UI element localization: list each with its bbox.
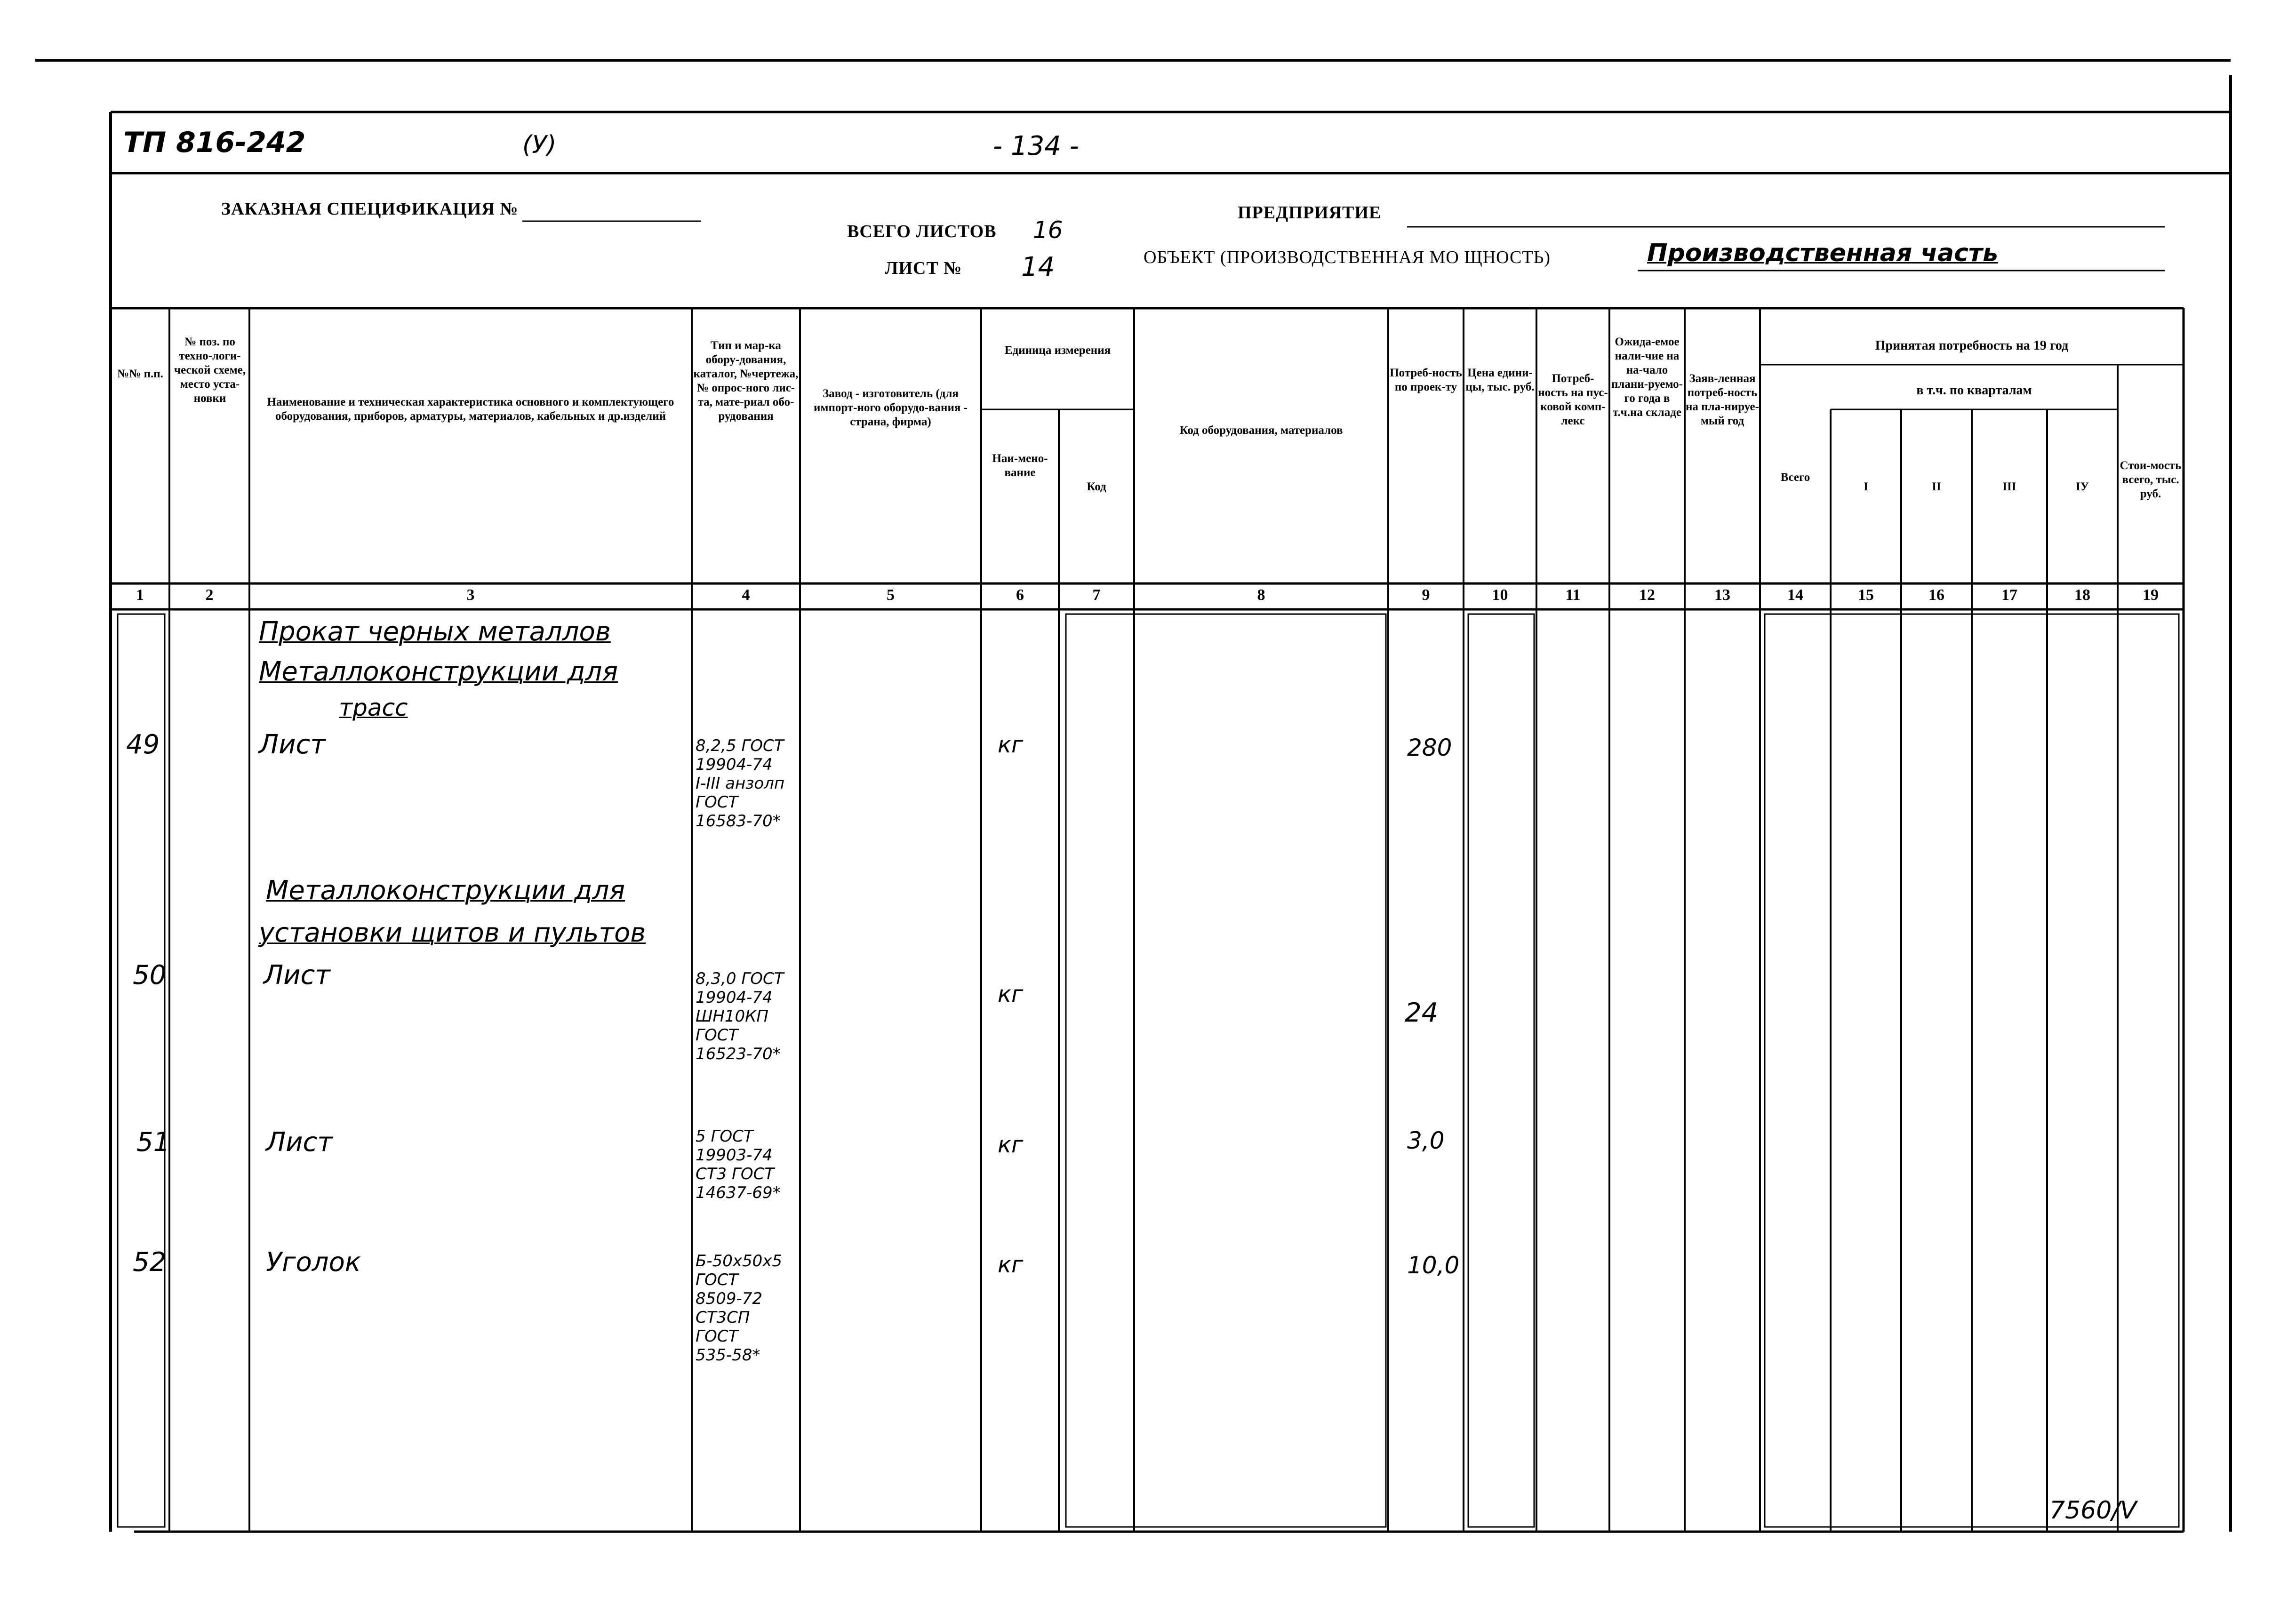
required-qty: 280: [1407, 734, 1452, 761]
sheet-value: 14: [1021, 252, 1055, 282]
col-number: 16: [1928, 586, 1944, 604]
object-label: ОБЪЕКТ (ПРОИЗВОДСТВЕННАЯ МО ЩНОСТЬ): [1144, 248, 1551, 267]
section-heading: трасс: [339, 694, 408, 721]
object-value: Производственная часть: [1647, 239, 1998, 267]
document-code: ТП 816-242: [123, 126, 306, 159]
col-number: 7: [1092, 586, 1101, 604]
col-number: 11: [1565, 586, 1581, 604]
col-number: 13: [1714, 586, 1730, 604]
col-number: 8: [1257, 586, 1265, 604]
col-header-17: III: [2002, 480, 2016, 493]
item-type: Б-50х50х5 ГОСТ 8509-72 СТ3СП ГОСТ 535-58*: [696, 1252, 782, 1365]
row-number: 51: [136, 1127, 170, 1158]
section-heading: установки щитов и пультов: [259, 918, 646, 948]
col-header-2: № поз. по техно-логи-ческой схеме, место уста-новки: [174, 336, 246, 405]
col-header-13: Заяв-ленная потреб-ность на пла-нируе-мый год: [1686, 372, 1759, 427]
col-header-6: Наи-мено-вание: [992, 452, 1048, 479]
col-header-12: Ожида-емое нали-чие на на-чало плани-руемо-го года в т.ч.на складе: [1611, 336, 1683, 419]
required-qty: 3,0: [1407, 1127, 1445, 1154]
col-header-1: №№ п.п.: [117, 368, 163, 380]
col-number: 12: [1639, 586, 1655, 604]
col-number: 9: [1422, 586, 1430, 604]
col-header-9: Потреб-ность по проек-ту: [1390, 367, 1462, 393]
item-name: Лист: [264, 960, 330, 991]
accepted-group-header: Принятая потребность на 19 год: [1875, 338, 2069, 353]
col-number: 14: [1787, 586, 1803, 604]
unit-name: кг: [998, 732, 1024, 758]
unit-name: кг: [998, 1132, 1024, 1158]
col-number: 4: [742, 586, 750, 604]
col-number: 17: [2001, 586, 2017, 604]
unit-name: кг: [998, 981, 1024, 1007]
item-name: Лист: [266, 1127, 333, 1158]
section-heading: Металлоконструкции для: [266, 875, 625, 906]
item-name: Лист: [259, 729, 326, 760]
col-header-10: Цена едини-цы, тыс. руб.: [1465, 367, 1535, 393]
section-heading: Металлоконструкции для: [259, 656, 618, 687]
item-type: 8,3,0 ГОСТ 19904-74 ШН10КП ГОСТ 16523-70*: [696, 969, 784, 1063]
total-sheets-value: 16: [1033, 216, 1063, 244]
col-header-4: Тип и мар-ка обору-дования, каталог, №чертежа, № опрос-ного лис-та, мате-риал обо-рудования: [693, 339, 799, 423]
col-number: 1: [136, 586, 144, 604]
volume-mark: (У): [522, 131, 557, 159]
unit-group-header: Единица измерения: [1004, 344, 1111, 357]
col-number: 18: [2074, 586, 2090, 604]
sheet-label: ЛИСТ №: [885, 258, 962, 278]
col-header-15: I: [1864, 480, 1868, 493]
col-header-19: Стои-мость всего, тыс. руб.: [2120, 459, 2182, 500]
col-header-7: Код: [1087, 480, 1106, 493]
required-qty: 10,0: [1407, 1252, 1460, 1279]
col-header-8: Код оборудования, материалов: [1179, 424, 1343, 437]
required-qty: 24: [1405, 998, 1439, 1028]
col-number: 6: [1016, 586, 1024, 604]
col-header-14: Всего: [1780, 471, 1810, 484]
quarters-group-header: в т.ч. по кварталам: [1916, 383, 2032, 398]
col-number: 10: [1492, 586, 1508, 604]
row-number: 49: [126, 729, 160, 760]
col-header-16: II: [1932, 480, 1941, 493]
total-sheets-label: ВСЕГО ЛИСТОВ: [847, 222, 997, 241]
unit-name: кг: [998, 1252, 1024, 1278]
col-header-5: Завод - изготовитель (для импорт-ного оборудо-вания - страна, фирма): [814, 387, 968, 428]
col-number: 3: [466, 586, 475, 604]
row-number: 52: [133, 1247, 167, 1278]
row-number: 50: [133, 960, 167, 991]
col-number: 2: [205, 586, 214, 604]
col-header-11: Потреб-ность на пус-ковой комп-лекс: [1538, 372, 1608, 427]
item-type: 5 ГОСТ 19903-74 СТ3 ГОСТ 14637-69*: [696, 1127, 781, 1202]
col-header-18: IУ: [2075, 480, 2089, 493]
sheet-stamp: 7560/V: [2049, 1496, 2137, 1525]
col-number: 5: [887, 586, 895, 604]
section-heading: Прокат черных металлов: [259, 616, 611, 647]
col-number: 19: [2143, 586, 2159, 604]
spec-label: ЗАКАЗНАЯ СПЕЦИФИКАЦИЯ №: [221, 199, 519, 219]
item-name: Уголок: [266, 1247, 361, 1278]
col-number: 15: [1858, 586, 1874, 604]
page-number: - 134 -: [993, 131, 1079, 161]
item-type: 8,2,5 ГОСТ 19904-74 I-III анзолп ГОСТ 16583-70*: [696, 736, 785, 831]
col-header-3: Наименование и техническая характеристика основного и комплектующего оборудования, приборов, арматуры, материалов, кабельных и др.изделий: [267, 396, 674, 423]
enterprise-label: ПРЕДПРИЯТИЕ: [1238, 203, 1382, 223]
